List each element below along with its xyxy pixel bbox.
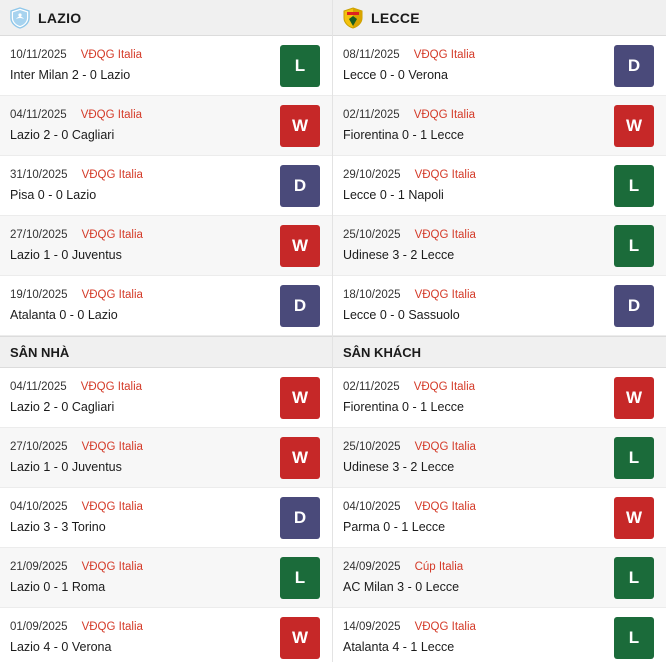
match-date: 01/09/2025 [10, 621, 68, 633]
match-meta [10, 49, 272, 61]
match-row[interactable] [333, 428, 666, 488]
match-info [343, 289, 606, 322]
competition-label: VĐQG Italia [81, 229, 143, 241]
team-header [0, 0, 332, 36]
match-row[interactable] [333, 276, 666, 336]
competition-label: VĐQG Italia [81, 169, 143, 181]
result-badge: D [614, 285, 654, 327]
match-date: 10/11/2025 [10, 49, 67, 61]
match-date: 25/10/2025 [343, 229, 401, 241]
match-info [10, 381, 272, 414]
result-badge: L [614, 557, 654, 599]
result-badge: W [614, 105, 654, 147]
competition-label: VĐQG Italia [81, 501, 143, 513]
match-scoreline: Lazio 0 - 1 Roma [10, 580, 106, 594]
match-scoreline: Atalanta 4 - 1 Lecce [343, 640, 455, 654]
match-info [10, 169, 272, 202]
match-row[interactable] [0, 428, 332, 488]
match-meta [343, 381, 606, 393]
result-badge: W [614, 377, 654, 419]
result-badge: L [614, 165, 654, 207]
match-meta [343, 169, 606, 181]
competition-label: VĐQG Italia [414, 289, 476, 301]
match-date: 04/11/2025 [10, 381, 67, 393]
result-badge: D [280, 165, 320, 207]
match-info [343, 109, 606, 142]
match-meta [343, 289, 606, 301]
section-header [333, 336, 666, 368]
match-row[interactable] [0, 608, 332, 662]
match-meta [343, 621, 606, 633]
competition-label: VĐQG Italia [414, 621, 476, 633]
match-meta [10, 109, 272, 121]
match-scoreline: Udinese 3 - 2 Lecce [343, 460, 455, 474]
match-info [10, 229, 272, 262]
match-info [10, 49, 272, 82]
match-date: 04/10/2025 [343, 501, 401, 513]
match-scoreline: Lazio 4 - 0 Verona [10, 640, 112, 654]
section-title: SÂN NHÀ [10, 344, 70, 360]
match-info [343, 561, 606, 594]
competition-label: VĐQG Italia [413, 109, 476, 121]
section-header [0, 336, 332, 368]
match-date: 29/10/2025 [343, 169, 401, 181]
match-info [343, 49, 606, 82]
match-row[interactable] [333, 488, 666, 548]
result-badge: W [280, 617, 320, 659]
match-meta [10, 621, 272, 633]
match-date: 19/10/2025 [10, 289, 68, 301]
result-badge: W [280, 437, 320, 479]
result-badge: D [614, 45, 654, 87]
match-date: 25/10/2025 [343, 441, 401, 453]
match-date: 27/10/2025 [10, 229, 68, 241]
match-scoreline: Lazio 2 - 0 Cagliari [10, 400, 115, 414]
match-scoreline: Pisa 0 - 0 Lazio [10, 188, 97, 202]
match-info [10, 109, 272, 142]
team-column-away [333, 0, 666, 662]
match-meta [10, 169, 272, 181]
match-date: 21/09/2025 [10, 561, 68, 573]
match-scoreline: Lazio 1 - 0 Juventus [10, 460, 122, 474]
match-row[interactable] [0, 156, 332, 216]
match-row[interactable] [333, 608, 666, 662]
match-row[interactable] [333, 548, 666, 608]
match-scoreline: Lazio 2 - 0 Cagliari [10, 128, 115, 142]
match-row[interactable] [0, 488, 332, 548]
match-date: 04/10/2025 [10, 501, 68, 513]
competition-label: VĐQG Italia [414, 441, 476, 453]
match-meta [343, 109, 606, 121]
match-date: 02/11/2025 [343, 109, 400, 121]
match-row[interactable] [333, 216, 666, 276]
match-row[interactable] [0, 276, 332, 336]
match-row[interactable] [0, 368, 332, 428]
competition-label: VĐQG Italia [413, 49, 476, 61]
match-info [343, 169, 606, 202]
team-name: LECCE [371, 9, 420, 26]
match-row[interactable] [333, 36, 666, 96]
result-badge: L [614, 437, 654, 479]
match-meta [343, 441, 606, 453]
result-badge: L [280, 557, 320, 599]
match-info [10, 501, 272, 534]
result-badge: W [614, 497, 654, 539]
match-meta [343, 501, 606, 513]
match-info [343, 501, 606, 534]
lecce-crest-icon [343, 7, 363, 29]
competition-label: VĐQG Italia [81, 621, 143, 633]
competition-label: VĐQG Italia [414, 169, 476, 181]
match-row[interactable] [333, 156, 666, 216]
match-row[interactable] [333, 368, 666, 428]
match-info [10, 289, 272, 322]
match-info [10, 621, 272, 654]
competition-label: VĐQG Italia [80, 381, 143, 393]
result-badge: L [280, 45, 320, 87]
match-meta [10, 229, 272, 241]
result-badge: D [280, 285, 320, 327]
match-row[interactable] [0, 36, 332, 96]
match-scoreline: Udinese 3 - 2 Lecce [343, 248, 455, 262]
section-title: SÂN KHÁCH [343, 344, 421, 360]
match-meta [10, 441, 272, 453]
match-scoreline: Atalanta 0 - 0 Lazio [10, 308, 118, 322]
match-info [10, 561, 272, 594]
match-meta [10, 381, 272, 393]
match-scoreline: Lecce 0 - 0 Verona [343, 68, 448, 82]
match-row[interactable] [0, 548, 332, 608]
competition-label: VĐQG Italia [413, 381, 476, 393]
match-info [343, 621, 606, 654]
competition-label: VĐQG Italia [414, 229, 476, 241]
match-scoreline: Fiorentina 0 - 1 Lecce [343, 400, 464, 414]
match-info [343, 441, 606, 474]
match-row[interactable] [0, 96, 332, 156]
match-meta [343, 561, 606, 573]
competition-label: Cúp Italia [414, 561, 464, 573]
match-info [10, 441, 272, 474]
match-date: 27/10/2025 [10, 441, 68, 453]
match-date: 02/11/2025 [343, 381, 400, 393]
result-badge: W [280, 105, 320, 147]
result-badge: W [280, 377, 320, 419]
match-scoreline: Lecce 0 - 1 Napoli [343, 188, 444, 202]
competition-label: VĐQG Italia [81, 289, 143, 301]
match-scoreline: Lazio 1 - 0 Juventus [10, 248, 122, 262]
competition-label: VĐQG Italia [414, 501, 476, 513]
match-date: 08/11/2025 [343, 49, 400, 61]
lazio-crest-icon [10, 7, 30, 29]
match-meta [343, 229, 606, 241]
match-row[interactable] [0, 216, 332, 276]
team-name: LAZIO [38, 9, 82, 26]
team-header [333, 0, 666, 36]
match-scoreline: Inter Milan 2 - 0 Lazio [10, 68, 131, 82]
match-meta [10, 501, 272, 513]
match-info [343, 381, 606, 414]
competition-label: VĐQG Italia [80, 49, 143, 61]
match-row[interactable] [333, 96, 666, 156]
match-scoreline: AC Milan 3 - 0 Lecce [343, 580, 460, 594]
competition-label: VĐQG Italia [81, 561, 143, 573]
match-scoreline: Parma 0 - 1 Lecce [343, 520, 446, 534]
match-meta [10, 561, 272, 573]
match-date: 14/09/2025 [343, 621, 401, 633]
match-meta [10, 289, 272, 301]
match-scoreline: Lazio 3 - 3 Torino [10, 520, 106, 534]
match-scoreline: Lecce 0 - 0 Sassuolo [343, 308, 460, 322]
match-date: 31/10/2025 [10, 169, 68, 181]
competition-label: VĐQG Italia [81, 441, 143, 453]
result-badge: D [280, 497, 320, 539]
result-badge: L [614, 617, 654, 659]
competition-label: VĐQG Italia [80, 109, 143, 121]
result-badge: L [614, 225, 654, 267]
match-date: 24/09/2025 [343, 561, 401, 573]
match-info [343, 229, 606, 262]
match-date: 04/11/2025 [10, 109, 67, 121]
match-date: 18/10/2025 [343, 289, 401, 301]
match-meta [343, 49, 606, 61]
result-badge: W [280, 225, 320, 267]
match-scoreline: Fiorentina 0 - 1 Lecce [343, 128, 464, 142]
